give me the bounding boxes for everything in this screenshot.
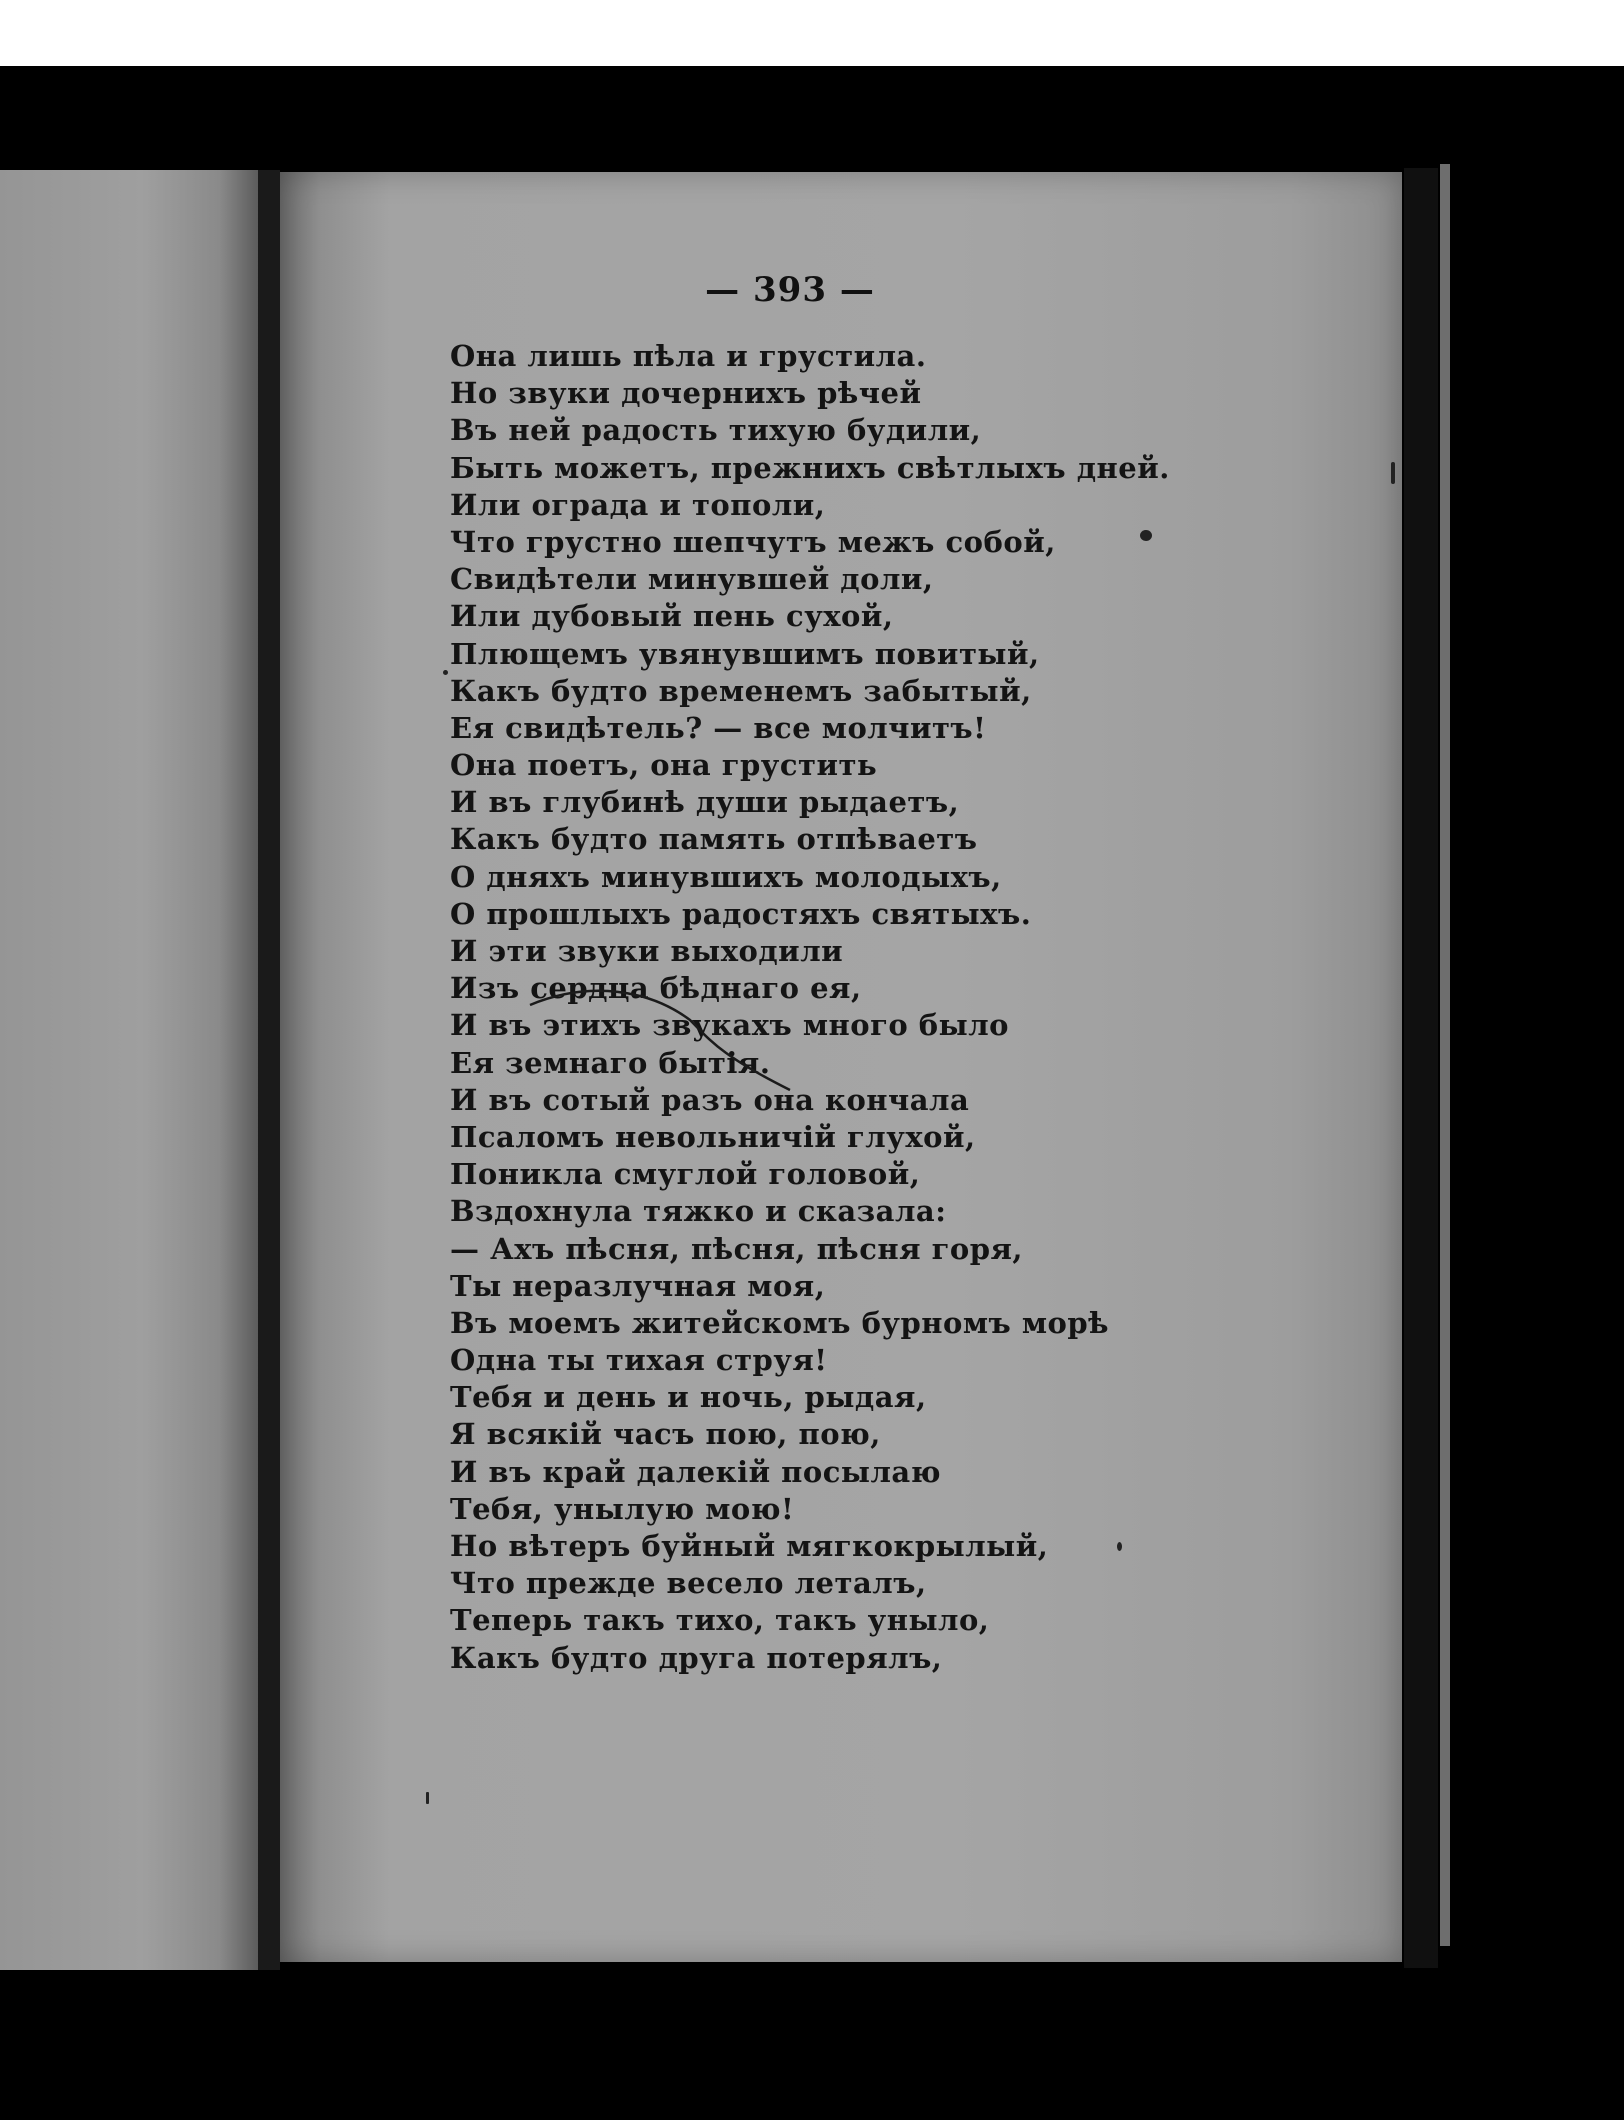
poem-line: О дняхъ минувшихъ молодыхъ, [450,859,1002,894]
poem-line: И эти звуки выходили [450,934,844,968]
poem-line: Что грустно шепчутъ межъ собой, [450,524,1056,559]
poem-line: Въ ней радость тихую будили, [450,413,982,448]
poem-line: Что прежде весело леталъ, [450,1566,927,1601]
poem-line: Тебя, унылую мою! [450,1491,795,1526]
poem-line: Вздохнула тяжко и сказала: [450,1194,947,1229]
poem-line: Но звуки дочернихъ рѣчей [450,376,922,411]
page-edge-line [1440,164,1450,1946]
poem-line: Или дубовый пень сухой, [450,599,894,634]
poem-line: Ты неразлучная моя, [450,1268,826,1303]
poem-line: Какъ будто временемъ забытый, [450,673,1032,708]
poem-line: Свидѣтели минувшей доли, [450,562,934,597]
ink-speck [1140,530,1152,541]
poem-line: — Ахъ пѣсня, пѣсня, пѣсня горя, [450,1231,1024,1266]
poem-line: Ея свидѣтель? — все молчитъ! [450,710,987,745]
poem-line: И въ этихъ звукахъ много было [450,1008,1010,1043]
book-gutter [258,170,280,1970]
poem-line: Плющемъ увянувшимъ повитый, [450,636,1040,671]
poem-line: Одна ты тихая струя! [450,1343,828,1378]
poem-line: И въ край далекій посылаю [450,1454,941,1489]
poem-line: Въ моемъ житейскомъ бурномъ морѣ [450,1305,1110,1340]
ink-speck [426,1792,429,1804]
poem-line: И въ сотый разъ она кончала [450,1082,970,1117]
ink-speck [443,670,448,675]
poem-text [450,338,1390,1677]
poem-line: И въ глубинѣ души рыдаетъ, [450,785,960,820]
poem-line: Изъ сердца бѣднаго ея, [450,971,862,1006]
left-page-edge [0,170,258,1970]
poem-line: Но вѣтеръ буйный мягкокрылый, [450,1529,1049,1563]
poem-line: Тебя и день и ночь, рыдая, [450,1380,927,1415]
poem-line: Ея земнаго бытія. [450,1045,771,1080]
poem-line: Какъ будто друга потерялъ, [450,1640,943,1675]
page-number: — 393 — [705,270,875,310]
ink-speck [1391,462,1395,484]
poem-line: Какъ будто память отпѣваетъ [450,822,978,857]
poem-line: Псаломъ невольничій глухой, [450,1119,976,1154]
poem-line: Поникла смуглой головой, [450,1157,921,1192]
poem-line: О прошлыхъ радостяхъ святыхъ. [450,896,1032,931]
ink-speck [1117,1542,1122,1551]
poem-line: Теперь такъ тихо, такъ уныло, [450,1603,990,1638]
page-edge-shadow [1404,168,1438,1968]
poem-line: Быть можетъ, прежнихъ свѣтлыхъ дней. [450,450,1170,485]
poem-line: Или ограда и тополи, [450,487,826,522]
poem-line: Она лишь пѣла и грустила. [450,339,927,373]
poem-line: Я всякій часъ пою, пою, [450,1417,881,1452]
poem-line: Она поетъ, она грустить [450,748,878,783]
